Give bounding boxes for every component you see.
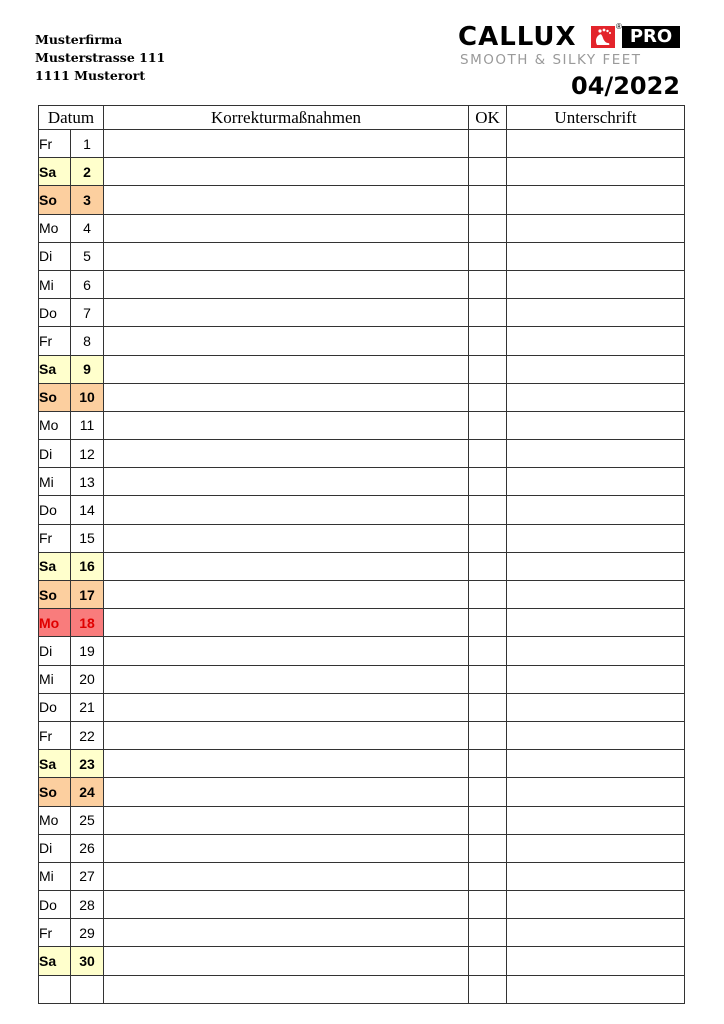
day-cell: Di (39, 637, 71, 665)
date-cell: 17 (71, 581, 104, 609)
date-cell: 12 (71, 440, 104, 468)
date-cell: 23 (71, 750, 104, 778)
date-cell: 18 (71, 609, 104, 637)
ok-cell[interactable] (469, 440, 507, 468)
header-signature: Unterschrift (507, 106, 685, 130)
signature-cell[interactable] (507, 270, 685, 298)
date-cell: 25 (71, 806, 104, 834)
ok-cell[interactable] (469, 834, 507, 862)
period-label: 04/2022 (571, 72, 680, 100)
date-cell: 10 (71, 383, 104, 411)
ok-cell[interactable] (469, 806, 507, 834)
day-cell: Di (39, 242, 71, 270)
table-row (39, 862, 685, 890)
date-cell: 27 (71, 862, 104, 890)
table-row (39, 721, 685, 749)
ok-cell[interactable] (469, 214, 507, 242)
signature-cell[interactable] (507, 524, 685, 552)
table-row (39, 383, 685, 411)
signature-cell[interactable] (507, 355, 685, 383)
day-cell: Fr (39, 130, 71, 158)
table-row (39, 947, 685, 975)
signature-cell[interactable] (507, 637, 685, 665)
table-row (39, 270, 685, 298)
measures-cell[interactable] (104, 468, 469, 496)
ok-cell[interactable] (469, 552, 507, 580)
day-cell: Fr (39, 721, 71, 749)
day-cell: Mo (39, 411, 71, 439)
table-row (39, 496, 685, 524)
day-cell: Mi (39, 270, 71, 298)
table-row (39, 440, 685, 468)
date-cell: 6 (71, 270, 104, 298)
day-cell: Sa (39, 750, 71, 778)
ok-cell[interactable] (469, 383, 507, 411)
date-cell: 3 (71, 186, 104, 214)
table-row (39, 327, 685, 355)
signature-cell[interactable] (507, 862, 685, 890)
table-row (39, 411, 685, 439)
measures-cell[interactable] (104, 524, 469, 552)
measures-cell[interactable] (104, 721, 469, 749)
ok-cell[interactable] (469, 637, 507, 665)
signature-cell[interactable] (507, 750, 685, 778)
ok-cell[interactable] (469, 130, 507, 158)
ok-cell[interactable] (469, 327, 507, 355)
date-cell: 4 (71, 214, 104, 242)
ok-cell[interactable] (469, 947, 507, 975)
table-row (39, 778, 685, 806)
measures-cell[interactable] (104, 327, 469, 355)
date-cell: 22 (71, 721, 104, 749)
header-measures: Korrekturmaßnahmen (104, 106, 469, 130)
ok-cell[interactable] (469, 186, 507, 214)
signature-cell[interactable] (507, 891, 685, 919)
day-cell: Di (39, 834, 71, 862)
signature-cell[interactable] (507, 581, 685, 609)
signature-cell[interactable] (507, 158, 685, 186)
measures-cell[interactable] (104, 552, 469, 580)
company-address (35, 31, 165, 85)
day-cell: Do (39, 891, 71, 919)
table-row (39, 214, 685, 242)
date-cell: 8 (71, 327, 104, 355)
day-cell: Fr (39, 919, 71, 947)
date-cell: 30 (71, 947, 104, 975)
day-cell: Fr (39, 524, 71, 552)
signature-cell[interactable] (507, 975, 685, 1003)
table-row (39, 552, 685, 580)
day-cell: Sa (39, 355, 71, 383)
signature-cell[interactable] (507, 186, 685, 214)
signature-cell[interactable] (507, 693, 685, 721)
measures-cell[interactable] (104, 186, 469, 214)
table-row (39, 834, 685, 862)
table-row (39, 186, 685, 214)
logo-tagline: SMOOTH & SILKY FEET (460, 52, 642, 68)
signature-cell[interactable] (507, 919, 685, 947)
ok-cell[interactable] (469, 524, 507, 552)
logo-brand: CALLUX (458, 22, 577, 52)
registered-mark: ® (616, 22, 622, 31)
day-cell: Mo (39, 214, 71, 242)
ok-cell[interactable] (469, 693, 507, 721)
table-row (39, 891, 685, 919)
date-cell: 9 (71, 355, 104, 383)
table-row (39, 299, 685, 327)
signature-cell[interactable] (507, 214, 685, 242)
table-row (39, 750, 685, 778)
table-row (39, 468, 685, 496)
date-cell: 24 (71, 778, 104, 806)
signature-cell[interactable] (507, 947, 685, 975)
ok-cell[interactable] (469, 750, 507, 778)
ok-cell[interactable] (469, 862, 507, 890)
header-date: Datum (39, 106, 104, 130)
signature-cell[interactable] (507, 552, 685, 580)
date-cell: 2 (71, 158, 104, 186)
ok-cell[interactable] (469, 468, 507, 496)
table-row (39, 665, 685, 693)
measures-cell[interactable] (104, 693, 469, 721)
date-cell: 19 (71, 637, 104, 665)
ok-cell[interactable] (469, 411, 507, 439)
date-cell: 20 (71, 665, 104, 693)
table-row (39, 130, 685, 158)
measures-cell[interactable] (104, 975, 469, 1003)
day-cell: Do (39, 693, 71, 721)
signature-cell[interactable] (507, 806, 685, 834)
measures-cell[interactable] (104, 750, 469, 778)
day-cell: So (39, 383, 71, 411)
table-row (39, 637, 685, 665)
table-row (39, 806, 685, 834)
date-cell: 28 (71, 891, 104, 919)
table-row (39, 524, 685, 552)
measures-cell[interactable] (104, 581, 469, 609)
day-cell: Mi (39, 862, 71, 890)
signature-cell[interactable] (507, 834, 685, 862)
day-cell: Sa (39, 158, 71, 186)
date-cell: 11 (71, 411, 104, 439)
table-row (39, 975, 685, 1003)
signature-cell[interactable] (507, 721, 685, 749)
signature-cell[interactable] (507, 411, 685, 439)
measures-cell[interactable] (104, 637, 469, 665)
day-cell: Sa (39, 947, 71, 975)
date-cell: 14 (71, 496, 104, 524)
measures-cell[interactable] (104, 891, 469, 919)
day-cell: Fr (39, 327, 71, 355)
date-cell: 13 (71, 468, 104, 496)
foot-icon (591, 26, 615, 48)
date-cell: 7 (71, 299, 104, 327)
ok-cell[interactable] (469, 919, 507, 947)
ok-cell[interactable] (469, 665, 507, 693)
ok-cell[interactable] (469, 355, 507, 383)
measures-cell[interactable] (104, 158, 469, 186)
day-cell: Mo (39, 609, 71, 637)
measures-cell[interactable] (104, 947, 469, 975)
date-cell: 1 (71, 130, 104, 158)
signature-cell[interactable] (507, 130, 685, 158)
day-cell: Mi (39, 468, 71, 496)
date-cell: 5 (71, 242, 104, 270)
measures-cell[interactable] (104, 862, 469, 890)
ok-cell[interactable] (469, 778, 507, 806)
day-cell: So (39, 778, 71, 806)
day-cell: Sa (39, 552, 71, 580)
date-cell (71, 975, 104, 1003)
date-cell: 15 (71, 524, 104, 552)
table-row (39, 355, 685, 383)
measures-cell[interactable] (104, 270, 469, 298)
signature-cell[interactable] (507, 383, 685, 411)
signature-cell[interactable] (507, 299, 685, 327)
signature-cell[interactable] (507, 242, 685, 270)
ok-cell[interactable] (469, 299, 507, 327)
signature-cell[interactable] (507, 468, 685, 496)
day-cell: Di (39, 440, 71, 468)
date-cell: 26 (71, 834, 104, 862)
measures-cell[interactable] (104, 496, 469, 524)
signature-cell[interactable] (507, 440, 685, 468)
callux-pro-logo (458, 22, 683, 70)
measures-cell[interactable] (104, 440, 469, 468)
measures-cell[interactable] (104, 214, 469, 242)
measures-cell[interactable] (104, 355, 469, 383)
table-row (39, 581, 685, 609)
company-city: 1111 Musterort (35, 68, 146, 83)
measures-cell[interactable] (104, 130, 469, 158)
day-cell: So (39, 186, 71, 214)
ok-cell[interactable] (469, 270, 507, 298)
ok-cell[interactable] (469, 891, 507, 919)
signature-cell[interactable] (507, 778, 685, 806)
ok-cell[interactable] (469, 496, 507, 524)
measures-cell[interactable] (104, 242, 469, 270)
table-row (39, 609, 685, 637)
table-row (39, 242, 685, 270)
table-row (39, 919, 685, 947)
header-ok: OK (469, 106, 507, 130)
table-row (39, 158, 685, 186)
ok-cell[interactable] (469, 721, 507, 749)
measures-cell[interactable] (104, 383, 469, 411)
ok-cell[interactable] (469, 975, 507, 1003)
ok-cell[interactable] (469, 581, 507, 609)
header-row (39, 106, 685, 130)
day-cell: So (39, 581, 71, 609)
day-cell: Do (39, 299, 71, 327)
company-name: Musterfirma (35, 32, 123, 47)
ok-cell[interactable] (469, 609, 507, 637)
table-row (39, 693, 685, 721)
measures-cell[interactable] (104, 299, 469, 327)
measures-cell[interactable] (104, 665, 469, 693)
ok-cell[interactable] (469, 158, 507, 186)
measures-cell[interactable] (104, 919, 469, 947)
logo-pro-badge: PRO (622, 26, 680, 48)
measures-cell[interactable] (104, 806, 469, 834)
date-cell: 16 (71, 552, 104, 580)
day-cell: Mi (39, 665, 71, 693)
ok-cell[interactable] (469, 242, 507, 270)
measures-cell[interactable] (104, 778, 469, 806)
signature-cell[interactable] (507, 496, 685, 524)
measures-cell[interactable] (104, 609, 469, 637)
date-cell: 21 (71, 693, 104, 721)
signature-cell[interactable] (507, 327, 685, 355)
date-cell: 29 (71, 919, 104, 947)
day-cell: Mo (39, 806, 71, 834)
measures-cell[interactable] (104, 834, 469, 862)
company-street: Musterstrasse 111 (35, 50, 166, 65)
day-cell: Do (39, 496, 71, 524)
signature-cell[interactable] (507, 665, 685, 693)
day-cell (39, 975, 71, 1003)
correction-log-table (38, 105, 685, 1004)
signature-cell[interactable] (507, 609, 685, 637)
measures-cell[interactable] (104, 411, 469, 439)
